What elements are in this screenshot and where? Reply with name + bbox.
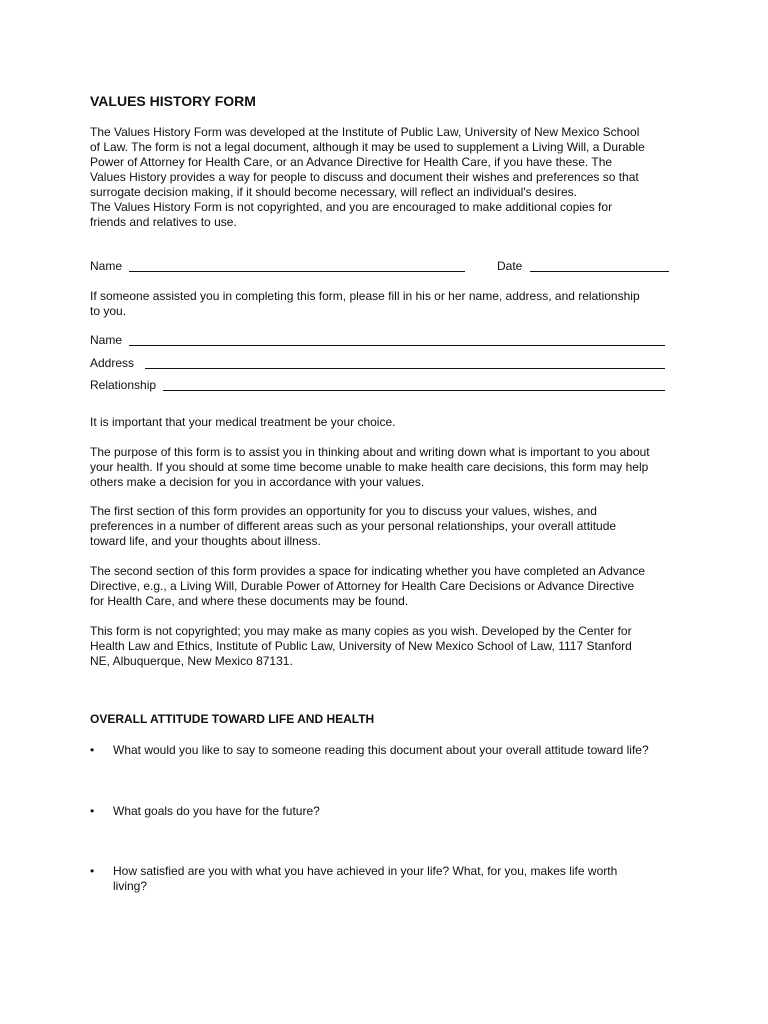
body-line: The purpose of this form is to assist you in thinking about and writing down what is important to you about xyxy=(90,445,650,459)
name-label: Name xyxy=(90,259,123,273)
body-line: Health Law and Ethics, Institute of Public Law, University of New Mexico School of Law, 1117 Stanford xyxy=(90,639,632,653)
intro-line: Values History provides a way for people to discuss and document their wishes and preferences so that xyxy=(90,170,639,184)
body-line: Directive, e.g., a Living Will, Durable Power of Attorney for Health Care Decisions or Advance Directive xyxy=(90,579,635,593)
body-line: It is important that your medical treatment be your choice. xyxy=(90,415,396,429)
name-field xyxy=(90,259,465,274)
date-label: Date xyxy=(497,259,523,273)
body-line: The second section of this form provides a space for indicating whether you have completed an Advance xyxy=(90,564,645,578)
body-paragraph-4 xyxy=(90,564,690,609)
body-line: others make a decision for you in accordance with your values. xyxy=(90,475,425,489)
assist-relationship-field xyxy=(90,378,665,393)
question-text xyxy=(113,743,683,758)
form-title: VALUES HISTORY FORM xyxy=(90,93,256,109)
question-line: How satisfied are you with what you have achieved in your life? What, for you, makes life worth xyxy=(113,864,618,878)
body-line: This form is not copyrighted; you may make as many copies as you wish. Developed by the Center for xyxy=(90,624,632,638)
bullet-icon: • xyxy=(90,864,95,878)
body-paragraph-2 xyxy=(90,445,690,490)
assist-address-blank[interactable] xyxy=(145,356,665,369)
assist-name-label: Name xyxy=(90,333,123,347)
assist-relationship-blank[interactable] xyxy=(163,378,665,391)
name-blank[interactable] xyxy=(129,259,465,272)
question-line: living? xyxy=(113,879,148,893)
date-blank[interactable] xyxy=(530,259,669,272)
assist-address-label: Address xyxy=(90,356,135,370)
assist-address-field xyxy=(90,356,665,371)
intro-line: of Law. The form is not a legal document, although it may be used to supplement a Living Will, a Durable xyxy=(90,140,645,154)
body-paragraph-5 xyxy=(90,624,690,669)
body-paragraph-1 xyxy=(90,415,690,430)
body-line: preferences in a number of different areas such as your personal relationships, your overall attitude xyxy=(90,519,617,533)
question-text xyxy=(113,804,683,819)
assist-relationship-label: Relationship xyxy=(90,378,157,392)
intro-line: The Values History Form is not copyrighted, and you are encouraged to make additional copies for xyxy=(90,200,613,214)
assist-line: If someone assisted you in completing this form, please fill in his or her name, address, and relationship xyxy=(90,289,640,303)
body-line: your health. If you should at some time become unable to make health care decisions, this form may help xyxy=(90,460,649,474)
intro-line: The Values History Form was developed at the Institute of Public Law, University of New Mexico School xyxy=(90,125,640,139)
assist-line: to you. xyxy=(90,304,127,318)
intro-paragraph xyxy=(90,125,690,230)
bullet-icon: • xyxy=(90,743,95,757)
intro-line: surrogate decision making, if it should become necessary, will reflect an individual's desires. xyxy=(90,185,577,199)
assist-name-field xyxy=(90,333,665,348)
assist-name-blank[interactable] xyxy=(129,333,665,346)
question-line: What goals do you have for the future? xyxy=(113,804,320,818)
body-line: for Health Care, and where these documents may be found. xyxy=(90,594,409,608)
date-field xyxy=(497,259,669,274)
body-line: toward life, and your thoughts about illness. xyxy=(90,534,321,548)
question-text xyxy=(113,864,683,894)
section-heading: OVERALL ATTITUDE TOWARD LIFE AND HEALTH xyxy=(90,712,375,726)
body-line: NE, Albuquerque, New Mexico 87131. xyxy=(90,654,293,668)
question-line: What would you like to say to someone reading this document about your overall attitude toward life? xyxy=(113,743,649,757)
body-paragraph-3 xyxy=(90,504,690,549)
intro-line: Power of Attorney for Health Care, or an Advance Directive for Health Care, if you have these. The xyxy=(90,155,613,169)
assist-paragraph xyxy=(90,289,690,319)
body-line: The first section of this form provides an opportunity for you to discuss your values, wishes, and xyxy=(90,504,597,518)
intro-line: friends and relatives to use. xyxy=(90,215,237,229)
bullet-icon: • xyxy=(90,804,95,818)
